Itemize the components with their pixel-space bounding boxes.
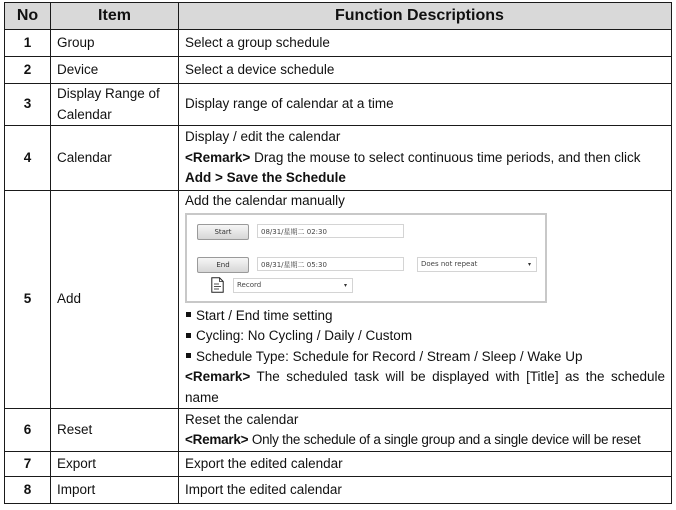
schedule-type-select[interactable] bbox=[233, 278, 353, 293]
row-number: 2 bbox=[5, 57, 51, 84]
row-description: Import the edited calendar bbox=[179, 477, 672, 504]
row-item: Device bbox=[51, 57, 179, 84]
row-item bbox=[51, 84, 179, 126]
bullet-item bbox=[185, 326, 665, 347]
row-description bbox=[179, 191, 672, 409]
row-item: Group bbox=[51, 30, 179, 57]
remark-label: <Remark> bbox=[185, 149, 251, 165]
function-table bbox=[4, 2, 672, 504]
end-time-field[interactable]: 08/31/星期二 05:30 bbox=[257, 257, 404, 271]
row-number: 5 bbox=[5, 191, 51, 409]
desc-line: Add the calendar manually bbox=[185, 193, 345, 208]
bullet-text: Schedule Type: Schedule for Record / Stream / Sleep / Wake Up bbox=[196, 348, 583, 364]
row-description: Export the edited calendar bbox=[179, 452, 672, 477]
row-item: Reset bbox=[51, 409, 179, 452]
row-number: 1 bbox=[5, 30, 51, 57]
row-description: Select a device schedule bbox=[179, 57, 672, 84]
bullet-text: Cycling: No Cycling / Daily / Custom bbox=[196, 328, 413, 343]
start-button[interactable]: Start bbox=[197, 224, 249, 240]
header-no: No bbox=[5, 3, 51, 30]
chevron-down-icon: ▾ bbox=[343, 281, 347, 289]
schedule-type-value: Record bbox=[237, 280, 262, 289]
chevron-down-icon: ▾ bbox=[527, 260, 531, 268]
table-row bbox=[5, 191, 672, 409]
header-item: Item bbox=[51, 3, 179, 30]
desc-line: Reset the calendar bbox=[185, 411, 299, 427]
add-schedule-widget bbox=[185, 213, 547, 303]
bullet-item bbox=[185, 347, 665, 368]
remark-text: The scheduled task will be displayed with [Title] as the schedule bbox=[250, 369, 665, 384]
repeat-select[interactable] bbox=[417, 257, 537, 272]
row-number: 3 bbox=[5, 84, 51, 126]
row-number: 7 bbox=[5, 452, 51, 477]
bullet-icon bbox=[186, 353, 191, 358]
bullet-item bbox=[185, 306, 665, 327]
table-row bbox=[5, 57, 672, 84]
table-row bbox=[5, 452, 672, 477]
row-item: Add bbox=[51, 191, 179, 409]
row-description: Display range of calendar at a time bbox=[179, 84, 672, 126]
row-number: 6 bbox=[5, 409, 51, 452]
row-description bbox=[179, 126, 672, 191]
remark-text: Drag the mouse to select continuous time periods, and then click bbox=[250, 149, 641, 165]
header-description: Function Descriptions bbox=[179, 3, 672, 30]
header-row bbox=[5, 3, 672, 30]
desc-line: Display / edit the calendar bbox=[185, 129, 341, 145]
row-item-line: Display Range of bbox=[57, 86, 160, 101]
row-number: 4 bbox=[5, 126, 51, 191]
row-description bbox=[179, 409, 672, 452]
remark-line bbox=[185, 367, 665, 388]
start-time-field[interactable]: 08/31/星期二 02:30 bbox=[257, 224, 404, 238]
table-row bbox=[5, 477, 672, 504]
row-item-line: Calendar bbox=[57, 106, 112, 122]
remark-line: name bbox=[185, 389, 219, 405]
bullet-icon bbox=[186, 312, 191, 317]
row-item: Export bbox=[51, 452, 179, 477]
row-item: Import bbox=[51, 477, 179, 504]
bullet-text: Start / End time setting bbox=[196, 307, 333, 323]
repeat-select-value: Does not repeat bbox=[421, 259, 478, 268]
remark-bold-line: Add > Save the Schedule bbox=[185, 170, 346, 186]
table-row bbox=[5, 84, 672, 126]
remark-line bbox=[185, 148, 665, 169]
document-icon bbox=[211, 277, 224, 293]
table-row bbox=[5, 409, 672, 452]
end-button[interactable]: End bbox=[197, 257, 249, 273]
remark-label: <Remark> bbox=[185, 432, 249, 447]
row-item: Calendar bbox=[51, 126, 179, 191]
remark-text: Only the schedule of a single group and a single device will be reset bbox=[248, 432, 641, 447]
table-row bbox=[5, 30, 672, 57]
remark-line bbox=[185, 430, 665, 451]
row-number: 8 bbox=[5, 477, 51, 504]
row-description: Select a group schedule bbox=[179, 30, 672, 57]
table-row bbox=[5, 126, 672, 191]
remark-label: <Remark> bbox=[185, 369, 251, 384]
bullet-icon bbox=[186, 333, 191, 338]
